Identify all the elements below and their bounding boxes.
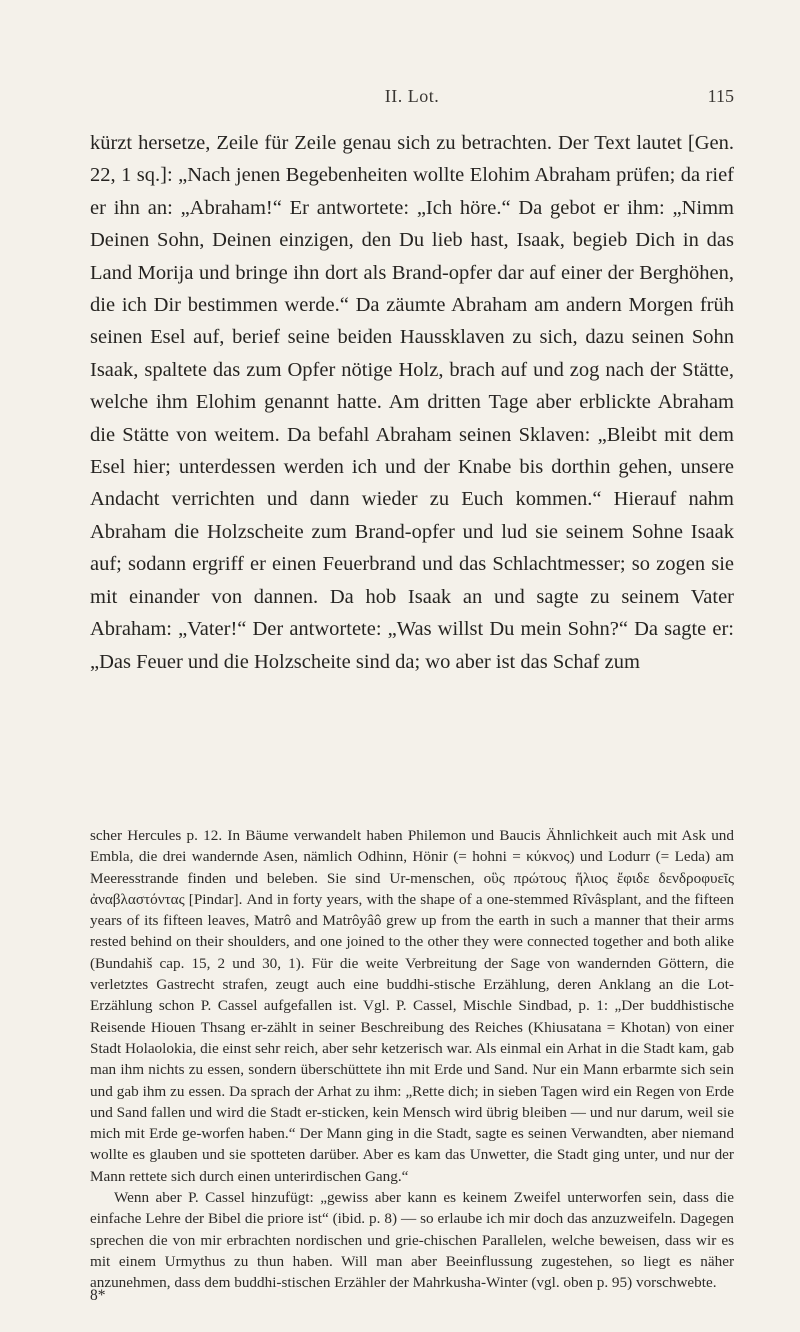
footnote-paragraph-1: scher Hercules p. 12. In Bäume verwandelt haben Philemon und Baucis Ähnlichkeit auch mit Ask und Embla, die drei wandernde Asen, nämlich Odhinn, Hönir (= hohni = κύκνος) und Lodurr (= Leda) am Meeresstrande finden und beleben. Sie sind Ur-menschen, οὓς πρώτους ἥλιος ἔφιδε δενδροφυεῖς ἀναβλαστόντας [Pindar]. And in forty years, with the shape of a one-stemmed Rîvâsplant, and the fifteen years of its fifteen leaves, Matrô and Matrôyâô grew up from the earth in such a manner that their arms rested behind on their shoulders, and one joined to the other they were connected together and both alike (Bundahiš cap. 15, 2 und 30, 1). Für die weite Verbreitung der Sage von wandernden Göttern, die verletztes Gastrecht strafen, zeugt auch eine buddhi-stische Erzählung, deren Anklang an die Lot-Erzählung schon P. Cassel aufgefallen ist. Vgl. P. Cassel, Mischle Sindbad, p. 1: „Der buddhistische Reisende Hiouen Thsang er-zählt in seiner Beschreibung des Reiches (Khiusatana = Khotan) von einer Stadt Holaolokia, die einst sehr reich, aber sehr ketzerisch war. Als einmal ein Arhat in die Stadt kam, gab man ihm nichts zu essen, sondern überschüttete ihn mit Erde und Sand. Nur ein Mann erbarmte sich sein und gab ihm zu essen. Da sprach der Arhat zu ihm: „Rette dich; in sieben Tagen wird ein Regen von Erde und Sand fallen und wird die Stadt er-sticken, kein Mensch wird übrig bleiben — und nur darum, weil sie mich mit Erde ge-worfen haben.“ Der Mann ging in die Stadt, sagte es seinen Verwandten, aber niemand wollte es glauben und sie spotteten darüber. Aber es kam das Unwetter, die Stadt ging unter, und nur der Mann rettete sich durch einen unterirdischen Gang.“ bbox=[90, 827, 734, 1185]
footnote-block bbox=[90, 825, 734, 1294]
page-header bbox=[90, 86, 734, 116]
footnote-paragraph-2: Wenn aber P. Cassel hinzufügt: „gewiss aber kann es keinem Zweifel unterworfen sein, dass die einfache Lehre der Bibel die priore ist“ (ibid. p. 8) — so erlaube ich mir doch das anzuzweifeln. Dagegen sprechen die von mir erbrachten nordischen und grie-chischen Parallelen, welche beweisen, dass wir es mit einem Urmythus zu thun haben. Will man aber Beeinflussung zugestehen, so liegt es näher anzunehmen, dass dem buddhi-stischen Erzähler der Mahrkusha-Winter (vgl. oben p. 95) vorschwebte. bbox=[90, 1189, 734, 1292]
main-text bbox=[90, 127, 734, 678]
running-head: II. Lot. bbox=[384, 86, 440, 106]
signature-mark: 8* bbox=[90, 1287, 106, 1304]
page-number: 115 bbox=[707, 86, 734, 106]
main-paragraph: kürzt hersetze, Zeile für Zeile genau sich zu betrachten. Der Text lautet [Gen. 22, 1 sq.]: „Nach jenen Begebenheiten wollte Elohim Abraham prüfen; da rief er ihn an: „Abraham!“ Er antwortete: „Ich höre.“ Da gebot er ihm: „Nimm Deinen Sohn, Deinen einzigen, den Du lieb hast, Isaak, begieb Dich in das Land Morija und bringe ihn dort als Brand-opfer dar auf einer der Berghöhen, die ich Dir bestimmen werde.“ Da zäumte Abraham am andern Morgen früh seinen Esel auf, berief seine beiden Haussklaven zu sich, dazu seinen Sohn Isaak, spaltete das zum Opfer nötige Holz, brach auf und zog nach der Stätte, welche ihm Elohim genannt hatte. Am dritten Tage aber erblickte Abraham die Stätte von weitem. Da befahl Abraham seinen Sklaven: „Bleibt mit dem Esel hier; unterdessen werden ich und der Knabe bis dorthin gehen, unsere Andacht verrichten und dann wieder zu Euch kommen.“ Hierauf nahm Abraham die Holzscheite zum Brand-opfer und lud sie seinem Sohne Isaak auf; sodann ergriff er einen Feuerbrand und das Schlachtmesser; so zogen sie mit einander von dannen. Da hob Isaak an und sagte zu seinem Vater Abraham: „Vater!“ Der antwortete: „Was willst Du mein Sohn?“ Da sagte er: „Das Feuer und die Holzscheite sind da; wo aber ist das Schaf zum bbox=[90, 132, 734, 673]
